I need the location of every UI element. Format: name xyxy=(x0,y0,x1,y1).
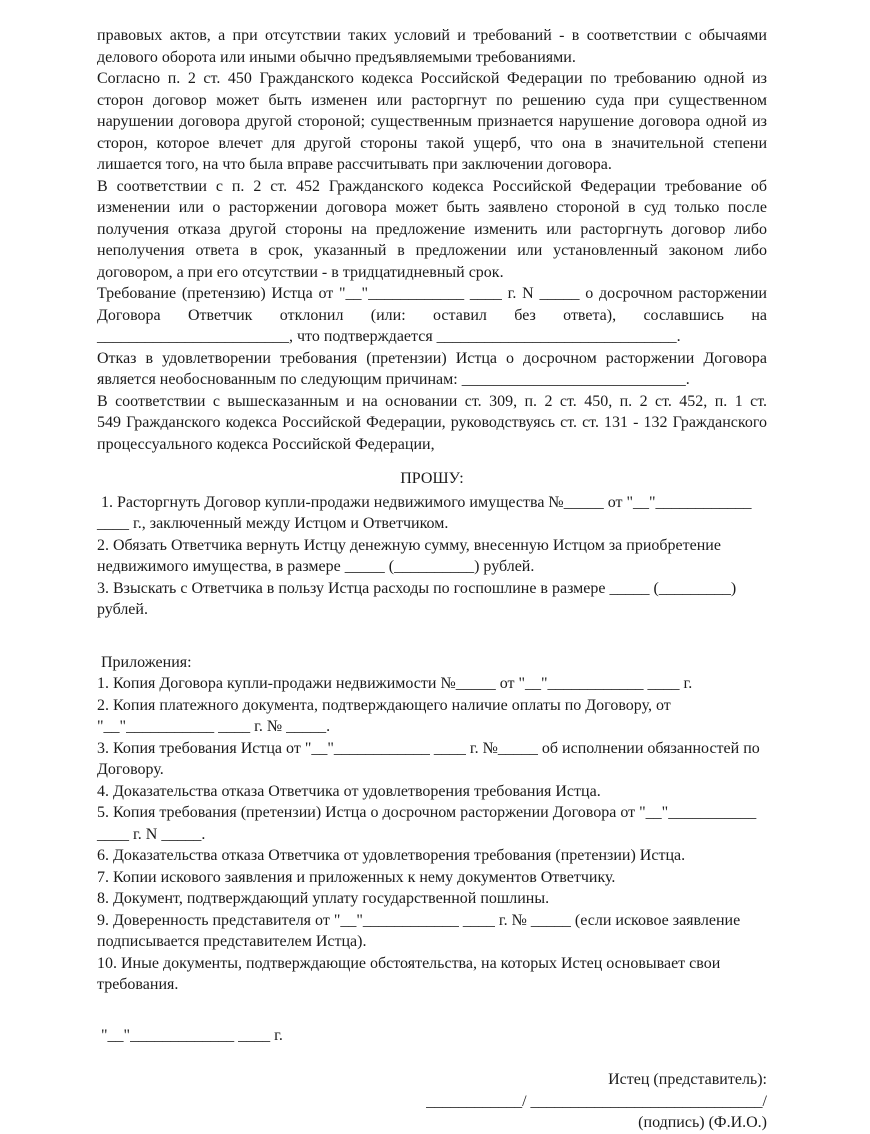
signature-blank-line: ____________/ _____________________________/ xyxy=(426,1092,767,1110)
paragraph-legal-grounds: В соответствии с вышесказанным и на основании ст. 309, п. 2 ст. 450, п. 2 ст. 452, п. 1 ст. 549 Гражданского кодекса Российской Федерации, руководствуясь ст. ст. 131 - 132 Гражданского процессуального кодекса Российской Федерации, xyxy=(97,392,771,453)
demand-item-1: 1. Расторгнуть Договор купли-продажи недвижимого имущества №_____ от "__"____________ ____ г., заключенный между Истцом и Ответчиком. xyxy=(97,493,756,532)
demand-item-2: 2. Обязать Ответчика вернуть Истцу денежную сумму, внесенную Истцом за приобретение недвижимого имущества, в размере _____ (__________) рублей. xyxy=(97,536,725,575)
signer-label: Истец (представитель): xyxy=(608,1071,767,1088)
paragraph-article-450: Согласно п. 2 ст. 450 Гражданского кодекса Российской Федерации по требованию одной из сторон договор может быть изменен или расторгнут по решению суда при существенном нарушении договора другой стороной; существенным признается нарушение договора одной из сторон, которое влечет для другой стороны такой ущерб, что она в значительной степени лишается того, на что была вправе рассчитывать при заключении договора. xyxy=(97,70,771,173)
attachment-item-6: 6. Доказательства отказа Ответчика от удовлетворения требования (претензии) Истца. xyxy=(97,847,686,864)
attachment-item-8: 8. Документ, подтверждающий уплату государственной пошлины. xyxy=(97,890,550,907)
demand-item-3: 3. Взыскать с Ответчика в пользу Истца расходы по госпошлине в размере _____ (_________) рублей. xyxy=(97,579,741,618)
paragraph-customary-requirements: правовых актов, а при отсутствии таких условий и требований - в соответствии с обычаями делового оборота или иными обычно предъявляемыми требованиями. xyxy=(97,27,771,66)
request-heading: ПРОШУ: xyxy=(400,470,464,487)
attachment-item-4: 4. Доказательства отказа Ответчика от удовлетворения требования Истца. xyxy=(97,782,601,800)
document-date-blank: "__"_____________ ____ г. xyxy=(97,1026,283,1044)
paragraph-claim-rejected: Требование (претензию) Истца от "__"____________ ____ г. N _____ о досрочном расторжении Договора Ответчик отклонил (или: оставил без ответа), сославшись на ________________________, что подтверждается ______________________________. xyxy=(97,285,771,345)
attachment-item-9: 9. Доверенность представителя от "__"____________ ____ г. № _____ (если исковое заявление подписывается представителем Истца). xyxy=(97,911,745,950)
paragraph-refusal-unfounded: Отказ в удовлетворении требования (претензии) Истца о досрочном расторжении Договора является необоснованным по следующим причинам: ____________________________. xyxy=(97,349,771,388)
attachment-item-2: 2. Копия платежного документа, подтверждающего наличие оплаты по Договору, от "__"___________ ____ г. № _____. xyxy=(97,696,675,735)
attachment-item-1: 1. Копия Договора купли-продажи недвижимости №_____ от "__"____________ ____ г. xyxy=(97,675,693,692)
attachment-item-5: 5. Копия требования (претензии) Истца о досрочном расторжении Договора от "__"___________ ____ г. N _____. xyxy=(97,804,761,843)
attachment-item-10: 10. Иные документы, подтверждающие обстоятельства, на которых Истец основывает свои требования. xyxy=(97,954,725,993)
signature-block xyxy=(97,1069,767,1134)
attachment-item-3: 3. Копия требования Истца от "__"____________ ____ г. №_____ об исполнении обязанностей по Договору. xyxy=(97,739,764,778)
signature-caption: (подпись) (Ф.И.О.) xyxy=(638,1114,767,1131)
attachments-heading: Приложения: xyxy=(97,653,192,671)
paragraph-article-452: В соответствии с п. 2 ст. 452 Гражданского кодекса Российской Федерации требование об изменении или о расторжении договора может быть заявлено стороной в суд только после получения отказа другой стороны на предложение изменить или расторгнуть договор либо неполучения ответа в срок, указанный в предложении или установленный законом либо договором, а при его отсутствии - в тридцатидневный срок. xyxy=(97,177,771,281)
attachment-item-7: 7. Копии искового заявления и приложенных к нему документов Ответчику. xyxy=(97,868,616,886)
